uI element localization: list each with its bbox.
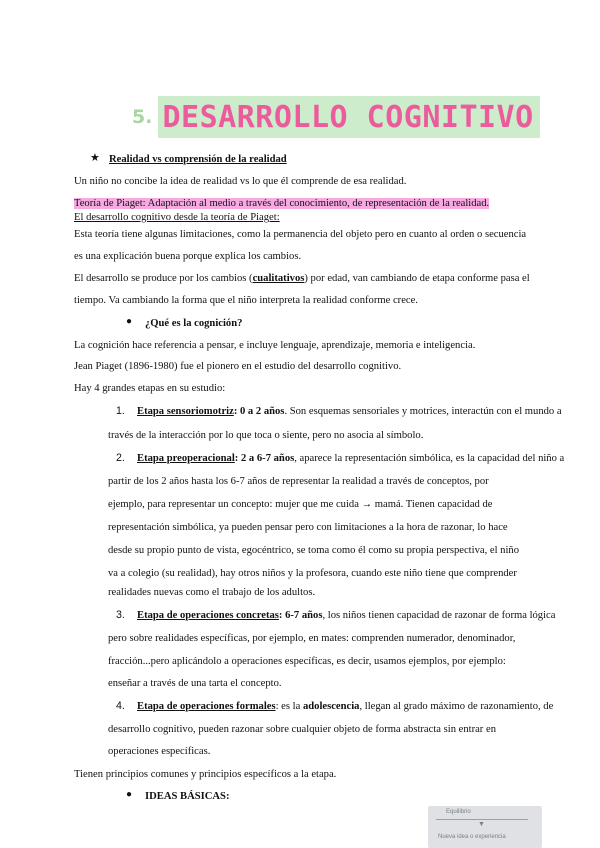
text: : es la: [275, 701, 303, 712]
list-item-line: pero sobre realidades específicas, por ejemplo, en mates: comprenden numerador, denominador,: [108, 633, 516, 644]
text: , aparece la representación simbólica, es la capacidad del niño a: [294, 453, 565, 464]
bullet-icon: ●: [126, 789, 133, 800]
list-item: [137, 609, 555, 622]
text: ) por edad, van cambiando de etapa conforme pasa el: [304, 273, 530, 284]
stage-name: Etapa preoperacional: [137, 453, 235, 464]
list-item-line: enseñar a través de una tarta el concepto.: [108, 678, 282, 689]
text: , los niños tienen capacidad de razonar de forma lógica: [322, 610, 556, 621]
list-item-line: operaciones específicas.: [108, 746, 211, 757]
page-title: [132, 96, 540, 138]
section-heading-realidad: Realidad vs comprensión de la realidad: [109, 154, 287, 165]
bullet-icon: ●: [126, 316, 133, 327]
list-item-line: partir de los 2 años hasta los 6-7 años de representar la realidad a través de conceptos, por: [108, 476, 489, 487]
list-item-line: realidades nuevas como el trabajo de los adultos.: [108, 587, 316, 598]
thumbnail-label: Equilibrio: [446, 809, 471, 815]
paragraph-line: tiempo. Va cambiando la forma que el niño interpreta la realidad conforme crece.: [74, 295, 418, 306]
list-item-line: desde su propio punto de vista, egocéntrico, se toma como él como su propia perspectiva, el niño: [108, 545, 519, 556]
list-item-line: través de la interacción por lo que toca o siente, pero no asocia al símbolo.: [108, 430, 424, 441]
stage-name: Etapa de operaciones formales: [137, 701, 276, 712]
stage-age: : 0 a 2 años: [233, 406, 285, 417]
star-bullet-icon: ★: [90, 152, 100, 164]
highlighted-paragraph: [74, 197, 489, 210]
section-heading-ideas: IDEAS BÁSICAS:: [145, 791, 230, 802]
stage-age: : 6-7 años: [278, 610, 323, 621]
stage-name: Etapa de operaciones concretas: [137, 610, 279, 621]
list-item-line: va a colegio (su realidad), hay otros niños y la profesora, cuando este niño tiene que comprender: [108, 568, 517, 579]
section-heading-cognicion: ¿Qué es la cognición?: [145, 318, 243, 329]
subheading-piaget: El desarrollo cognitivo desde la teoría de Piaget:: [74, 212, 280, 223]
list-item: [137, 405, 562, 418]
list-item-line: representación simbólica, ya pueden pensar pero con limitaciones a la hora de razonar, lo hace: [108, 522, 508, 533]
list-item-line: fracción...pero aplicándolo a operaciones específicas, es decir, usamos ejemplos, por ejemplo:: [108, 656, 506, 667]
diagram-thumbnail: [428, 806, 542, 848]
keyword-adolescencia: adolescencia: [302, 701, 360, 712]
list-number: 4.: [116, 700, 125, 712]
list-item-line: desarrollo cognitivo, pueden razonar sobre cualquier objeto de forma abstracta sin entrar en: [108, 724, 496, 735]
thumbnail-label: Nueva idea o experiencia: [438, 834, 506, 840]
list-number: 2.: [116, 452, 125, 464]
text: El desarrollo se produce por los cambios (: [74, 273, 253, 284]
text: , llegan al grado máximo de razonamiento, de: [359, 701, 554, 712]
list-number: 1.: [116, 405, 125, 417]
title-text: DESARROLLO COGNITIVO: [158, 96, 539, 138]
list-item-line: ejemplo, para representar un concepto: mujer que me cuida → mamá. Tienen capacidad de: [108, 499, 493, 510]
stage-name: Etapa sensoriomotriz: [137, 406, 234, 417]
paragraph-line: [74, 272, 530, 285]
paragraph-line: es una explicación buena porque explica los cambios.: [74, 251, 302, 262]
stage-age: : 2 a 6-7 años: [234, 453, 295, 464]
paragraph: La cognición hace referencia a pensar, e incluye lenguaje, aprendizaje, memoria e inteligencia.: [74, 340, 476, 351]
title-number: 5.: [132, 106, 153, 128]
paragraph-line: Esta teoría tiene algunas limitaciones, como la permanencia del objeto pero en cuanto al orden o secuencia: [74, 229, 527, 240]
list-item: [137, 452, 564, 465]
paragraph: Un niño no concibe la idea de realidad vs lo que él comprende de esa realidad.: [74, 176, 407, 187]
keyword-cualitativos: cualitativos: [252, 273, 305, 284]
list-item: [137, 700, 553, 713]
text: . Son esquemas sensoriales y motrices, interactún con el mundo a: [284, 406, 562, 417]
list-number: 3.: [116, 609, 125, 621]
paragraph: Jean Piaget (1896-1980) fue el pionero en el estudio del desarrollo cognitivo.: [74, 361, 402, 372]
highlight-text: Teoría de Piaget: Adaptación al medio a través del conocimiento, de representación de la realidad.: [74, 198, 490, 209]
arrow-down-icon: ▼: [478, 820, 485, 828]
paragraph: Tienen principios comunes y principios específicos a la etapa.: [74, 769, 337, 780]
paragraph: Hay 4 grandes etapas en su estudio:: [74, 383, 226, 394]
